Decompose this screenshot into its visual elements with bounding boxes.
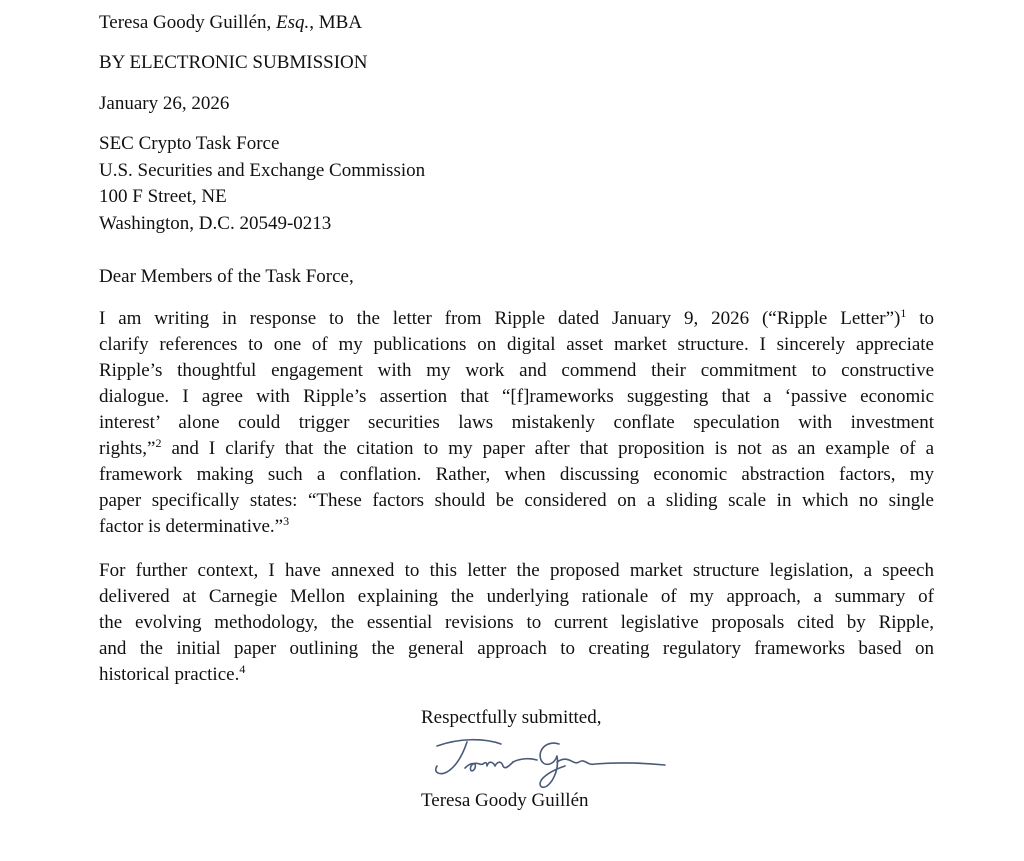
address-line-3: 100 F Street, NE: [99, 186, 227, 207]
footnote-marker: 2: [155, 436, 162, 450]
footnote-marker: 3: [283, 514, 290, 528]
closing: Respectfully submitted,: [421, 707, 602, 728]
paragraph-line: clarify references to one of my publications on digital asset market structure. I sincerely appreciate: [99, 334, 934, 355]
paragraph-line: and the initial paper outlining the general approach to creating regulatory frameworks based on: [99, 638, 934, 659]
recipient-address: [99, 131, 425, 237]
paragraph-line: the evolving methodology, the essential revisions to current legislative proposals cited by Ripple,: [99, 612, 934, 633]
paragraph-line: Ripple’s thoughtful engagement with my work and commend their commitment to constructive: [99, 360, 934, 381]
submission-method: BY ELECTRONIC SUBMISSION: [99, 52, 368, 73]
paragraph-line: factor is determinative.”$^3$: [99, 514, 290, 537]
paragraph-line: historical practice.$^4$: [99, 662, 246, 685]
footnote-marker: 1: [900, 306, 907, 320]
address-line-4: Washington, D.C. 20549-0213: [99, 212, 332, 234]
paragraph-line: delivered at Carnegie Mellon explaining the underlying rationale of my approach, a summary of: [99, 586, 934, 607]
body-paragraph-1: [99, 306, 934, 540]
paragraph-line: For further context, I have annexed to this letter the proposed market structure legislation, a speech: [99, 560, 934, 581]
body-paragraph-2: [99, 558, 934, 688]
paragraph-line: framework making such a conflation. Rather, when discussing economic abstraction factors, my: [99, 464, 934, 485]
address-line-2: U.S. Securities and Exchange Commission: [99, 159, 426, 181]
sender-name: Teresa Goody Guillén, Esq., MBA: [99, 12, 363, 33]
footnote-marker: 4: [239, 662, 246, 676]
salutation: Dear Members of the Task Force,: [99, 266, 354, 287]
address-line-1: SEC Crypto Task Force: [99, 133, 280, 154]
letter-date: January 26, 2026: [99, 93, 230, 114]
signer-name: Teresa Goody Guillén: [421, 790, 589, 811]
paragraph-line: I am writing in response to the letter from Ripple dated January 9, 2026 (“Ripple Letter”)$^1$ to: [99, 306, 935, 329]
paragraph-line: paper specifically states: “These factors should be considered on a sliding scale in which no single: [99, 490, 934, 511]
handwritten-signature: [429, 732, 669, 792]
paragraph-line: interest’ alone could trigger securities laws mistakenly conflate speculation with investment: [99, 412, 934, 433]
paragraph-line: rights,”$^2$ and I clarify that the citation to my paper after that proposition is not as an example of a: [99, 436, 934, 459]
esq-title: Esq.: [276, 12, 310, 33]
paragraph-line: dialogue. I agree with Ripple’s assertion that “[f]rameworks suggesting that a ‘passive economic: [99, 386, 934, 407]
